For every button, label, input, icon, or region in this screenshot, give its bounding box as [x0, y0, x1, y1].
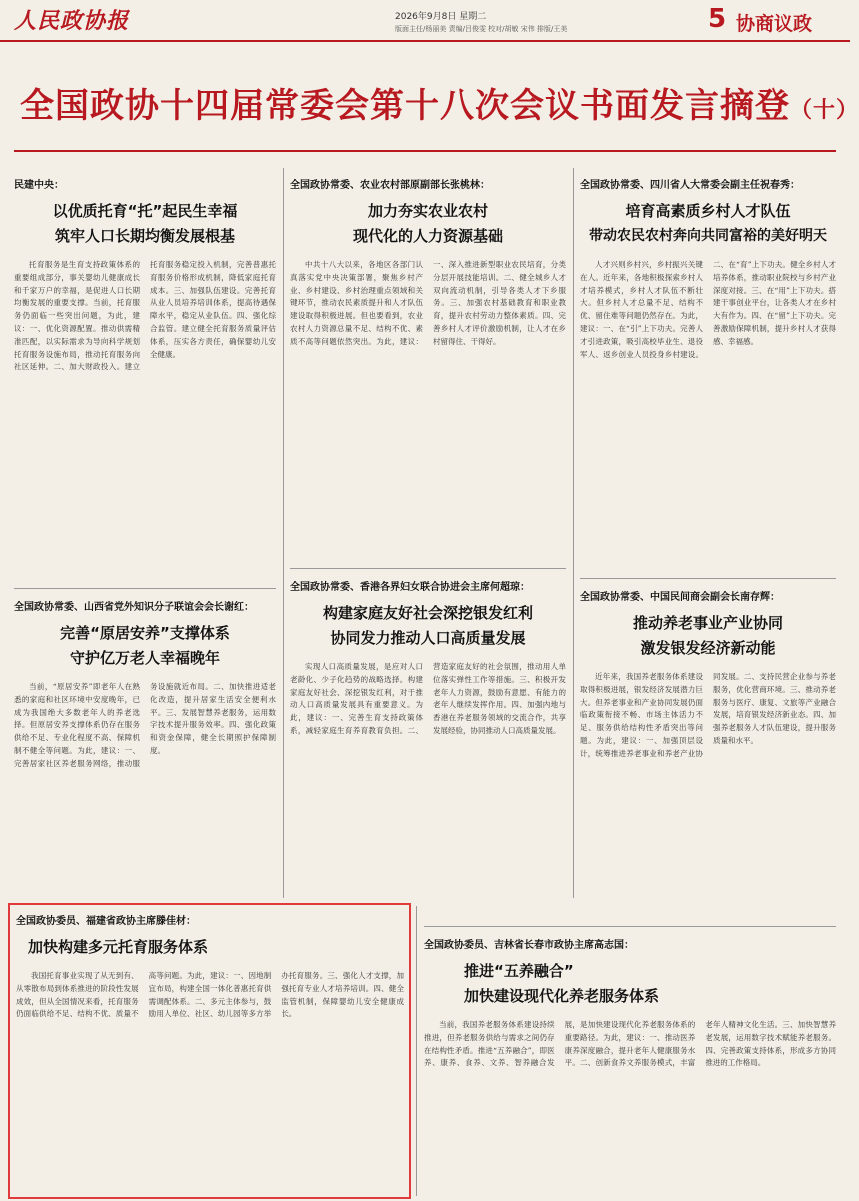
headline-main: 全国政协十四届常委会第十八次会议书面发言摘登 [20, 86, 790, 126]
article-body: 托育服务是生育支持政策体系的重要组成部分，事关婴幼儿健康成长和千家万户的幸福，是促进人口长期均衡发展的重要支撑。当前，托育服务仍面临一些突出问题，为此，建议：一、优化资源配置。推动供需精准匹配，以实际需求为导向科学规划托育服务设施布局，推动托育服务向社区延伸。二、加大财政投入。建立托育服务稳定投入机制，完善普惠托育服务价格形成机制，降低家庭托育成本。三、加强队伍建设。完善托育从业人员培养培训体系，提高待遇保障水平，稳定从业队伍。四、强化综合监管。建立健全托育服务质量评估体系，压实各方责任，确保婴幼儿安全健康。 [14, 260, 276, 372]
page-number: 5 [708, 4, 727, 34]
article-body: 中共十八大以来，各地区各部门认真落实党中央决策部署，聚焦乡村产业、乡村建设、乡村治理重点领域和关键环节，推动农民素质提升和人才队伍建设取得积极进展。但也要看到，农业农村人力资源总量不足、结构不优、素质不高等问题依然突出。为此，建议：一、深入推进新型职业农民培育，分类分层开展技能培训。二、健全城乡人才双向流动机制，引导各类人才下乡服务。三、加强农村基础教育和职业教育，提升农村劳动力整体素质。四、完善乡村人才评价激励机制，让人才在乡村留得住、干得好。 [290, 260, 566, 346]
title-line: 激发银发经济新动能 [640, 639, 776, 657]
title-line: 完善“原居安养”支撑体系 [60, 624, 230, 642]
title-line: 加快建设现代化养老服务体系 [464, 987, 660, 1005]
title-line: 推动养老事业产业协同 [632, 614, 783, 632]
article-title [580, 611, 836, 661]
issue-date: 2026年9月8日 星期二 [395, 12, 487, 22]
title-line: 加快构建多元托育服务体系 [28, 938, 209, 956]
article-body: 近年来，我国养老服务体系建设取得积极进展，银发经济发展潜力巨大。但养老事业和产业协同发展仍面临政策衔接不畅、市场主体活力不足、服务供给结构性矛盾突出等问题。为此，建议：一、加强顶层设计，统筹推进养老事业和养老产业协同发展。二、支持民营企业参与养老服务，优化营商环境。三、推动养老服务与医疗、康复、文旅等产业融合发展，培育银发经济新业态。四、加强养老服务人才队伍建设，提升服务质量和水平。 [580, 672, 836, 758]
masthead [0, 0, 850, 42]
article-byline: 全国政协委员、福建省政协主席滕佳材： [16, 916, 196, 927]
title-line: 守护亿万老人幸福晚年 [69, 649, 220, 667]
article-3 [580, 176, 836, 576]
article-body: 当前，我国养老服务体系建设持续推进，但养老服务供给与需求之间仍存在结构性矛盾。推进“五养融合”，即医养、康养、食养、文养、智养融合发展，是加快建设现代化养老服务体系的重要路径。为此，建议：一、推动医养康养深度融合，提升老年人健康服务水平。二、创新食养文养服务模式，丰富老年人精神文化生活。三、加快智慧养老发展，运用数字技术赋能养老服务。四、完善政策支持体系，形成多方协同推进的工作格局。 [424, 1020, 836, 1068]
title-line: 加力夯实农业农村 [367, 202, 488, 220]
article-body: 我国托育事业实现了从无到有、从零散布局到体系推进的阶段性发展成效，但从全国情况来看，托育服务仍面临供给不足、结构不优、质量不高等问题。为此，建议：一、因地制宜布局，构建全国一体化普惠托育供需调配体系。二、多元主体参与，鼓励用人单位、社区、幼儿园等多方举办托育服务。三、强化人才支撑，加强托育专业人才培养培训。四、健全监管机制，保障婴幼儿安全健康成长。 [16, 971, 404, 1019]
article-title [290, 199, 566, 249]
article-byline: 全国政协委员、吉林省长春市政协主席高志国： [424, 940, 634, 951]
row-divider [424, 926, 836, 927]
editor-credits: 版面主任/杨丽美 责编/吕俊雯 校对/胡敏 宋伟 排版/王美 [395, 25, 568, 33]
article-byline: 全国政协常委、香港各界妇女联合协进会主席何超琼： [290, 582, 530, 593]
title-line: 推进“五养融合” [464, 962, 574, 980]
newspaper-logo: 人民政协报 [14, 8, 130, 34]
headline-sub: （十） [790, 98, 859, 123]
article-body: 实现人口高质量发展，是应对人口老龄化、少子化趋势的战略选择。构建家庭友好社会、深挖银发红利，对于推动人口高质量发展具有重要意义。为此，建议：一、完善生育支持政策体系，减轻家庭生育养育教育负担。二、营造家庭友好的社会氛围，推动用人单位落实弹性工作等措施。三、积极开发老年人力资源，鼓励有意愿、有能力的老年人继续发挥作用。四、加强内地与香港在养老服务领域的交流合作，共享发展经验，协同推动人口高质量发展。 [290, 662, 566, 735]
title-line: 培育高素质乡村人才队伍 [625, 202, 791, 220]
column-divider [283, 168, 284, 898]
article-title [424, 959, 836, 1009]
issue-meta [395, 9, 567, 34]
article-title [290, 601, 566, 651]
article-title [580, 199, 836, 249]
column-divider [573, 168, 574, 898]
article-title [14, 621, 276, 671]
section-title: 协商议政 [736, 13, 813, 35]
row-divider [580, 578, 836, 579]
article-2 [290, 176, 566, 576]
article-8 [424, 936, 836, 1196]
row-divider [14, 588, 276, 589]
title-line: 带动农民农村奔向共同富裕的美好明天 [589, 228, 827, 244]
article-4 [14, 598, 276, 893]
article-body: 当前，“原居安养”即老年人在熟悉的家庭和社区环境中安度晚年，已成为我国绝大多数老年人的养老选择。但原居安养支撑体系仍存在服务供给不足、专业化程度不高、保障机制不健全等问题。为此，建议：一、完善居家社区养老服务网络，推动服务设施就近布局。二、加快推进适老化改造，提升居家生活安全便利水平。三、发展智慧养老服务，运用数字技术提升服务效率。四、强化政策和资金保障，健全长期照护保障制度。 [14, 682, 276, 768]
title-line: 协同发力推动人口高质量发展 [330, 629, 526, 647]
page-headline [20, 78, 859, 127]
article-byline: 全国政协常委、四川省人大常委会副主任祝春秀： [580, 180, 800, 191]
article-title [14, 199, 276, 249]
article-5 [290, 578, 566, 893]
title-line: 以优质托育“托”起民生幸福 [52, 202, 238, 220]
row-divider [290, 568, 566, 569]
title-line: 现代化的人力资源基础 [352, 227, 503, 245]
title-line: 构建家庭友好社会深挖银发红利 [322, 604, 533, 622]
article-byline: 全国政协常委、山西省党外知识分子联谊会会长谢红： [14, 602, 254, 613]
article-byline: 民建中央： [14, 180, 64, 191]
article-byline: 全国政协常委、中国民间商会副会长南存辉： [580, 592, 780, 603]
title-line: 筑牢人口长期均衡发展根基 [54, 227, 235, 245]
column-divider [416, 906, 417, 1196]
article-1 [14, 176, 276, 576]
headline-rule [14, 150, 836, 152]
article-byline: 全国政协常委、农业农村部原副部长张桃林： [290, 180, 490, 191]
article-body: 人才兴则乡村兴，乡村振兴关键在人。近年来，各地积极探索乡村人才培养模式，乡村人才队伍不断壮大。但乡村人才总量不足、结构不优、留住难等问题仍然存在。为此，建议：一、在“引”上下功夫。完善人才引进政策，吸引高校毕业生、退役军人、返乡创业人员投身乡村建设。二、在“育”上下功夫。健全乡村人才培养体系，推动职业院校与乡村产业深度对接。三、在“用”上下功夫。搭建干事创业平台，让各类人才在乡村大有作为。四、在“留”上下功夫。完善激励保障机制，提升乡村人才获得感、幸福感。 [580, 260, 836, 359]
selection-highlight-box [8, 903, 411, 1199]
